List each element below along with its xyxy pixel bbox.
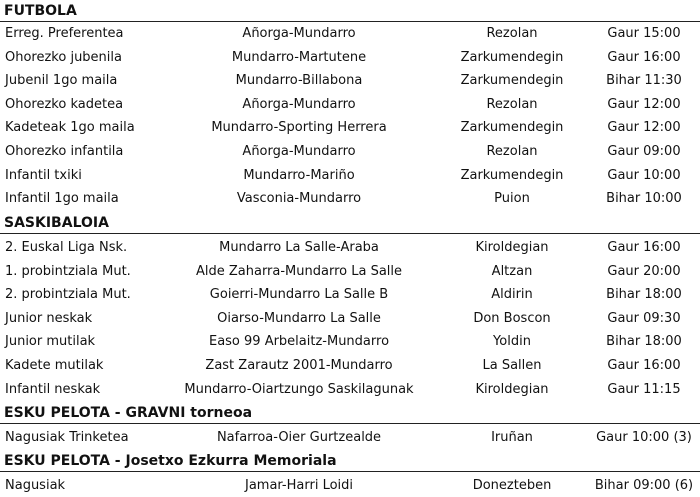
match-cell: Mundarro La Salle-Araba (219, 240, 379, 255)
time-cell: Gaur 20:00 (607, 263, 681, 279)
schedule-row (0, 307, 700, 330)
section-header (0, 0, 700, 22)
match-cell: Añorga-Mundarro (242, 144, 356, 159)
time-cell: Bihar 11:30 (606, 73, 682, 89)
category-cell: Infantil txiki (5, 167, 82, 183)
venue-cell: Yoldin (493, 334, 531, 350)
category-cell: Kadete mutilak (5, 358, 104, 373)
category-cell: Infantil neskak (5, 381, 101, 397)
section-title: SASKIBALOIA (4, 215, 109, 231)
category-cell: Junior mutilak (5, 334, 96, 350)
schedule-row (0, 46, 700, 69)
category-cell: Infantil 1go maila (5, 191, 119, 207)
venue-cell: Kiroldegian (475, 381, 549, 397)
time-cell: Gaur 09:00 (607, 144, 681, 159)
category-cell: Erreg. Preferentea (5, 26, 124, 41)
schedule-row (0, 354, 700, 377)
venue-cell: Rezolan (486, 26, 538, 41)
venue-cell: Zarkumendegin (460, 167, 564, 183)
section-header (0, 450, 700, 472)
venue-cell: Iruñan (491, 430, 533, 445)
schedule-row (0, 426, 700, 449)
match-cell: Vasconia-Mundarro (236, 191, 362, 207)
schedule-row (0, 69, 700, 92)
time-cell: Bihar 10:00 (606, 191, 682, 207)
venue-cell: Zarkumendegin (460, 73, 564, 89)
schedule-row (0, 22, 700, 45)
venue-cell: Aldirin (491, 287, 533, 303)
section-header (0, 212, 700, 234)
match-cell: Mundarro-Sporting Herrera (211, 120, 387, 136)
match-cell: Zast Zarautz 2001-Mundarro (205, 358, 393, 373)
category-cell: Junior neskak (5, 310, 93, 326)
match-cell: Mundarro-Oiartzungo Saskilagunak (184, 381, 414, 397)
time-cell: Gaur 12:00 (607, 120, 681, 136)
venue-cell: Kiroldegian (475, 240, 549, 255)
time-cell: Gaur 10:00 (607, 167, 681, 183)
time-cell: Gaur 15:00 (607, 26, 681, 41)
venue-cell: Donezteben (472, 478, 552, 493)
venue-cell: Rezolan (486, 96, 538, 112)
category-cell: 2. probintziala Mut. (5, 287, 131, 303)
match-cell: Nafarroa-Oier Gurtzealde (216, 430, 382, 445)
venue-cell: Puion (494, 191, 530, 207)
time-cell: Gaur 10:00 (3) (596, 430, 692, 445)
section-header (0, 402, 700, 424)
schedule-row (0, 164, 700, 187)
match-cell: Easo 99 Arbelaitz-Mundarro (208, 334, 390, 350)
category-cell: Kadeteak 1go maila (5, 120, 135, 136)
category-cell: 2. Euskal Liga Nsk. (5, 240, 128, 255)
time-cell: Gaur 12:00 (607, 96, 681, 112)
section-title: ESKU PELOTA - GRAVNI torneoa (4, 405, 253, 421)
venue-cell: Don Boscon (473, 310, 551, 326)
category-cell: Ohorezko jubenila (5, 49, 122, 65)
schedule-row (0, 93, 700, 116)
schedule-row (0, 236, 700, 259)
match-cell: Mundarro-Martutene (231, 49, 367, 65)
schedule-row (0, 283, 700, 306)
match-cell: Goierri-Mundarro La Salle B (209, 287, 389, 303)
time-cell: Gaur 16:00 (607, 49, 681, 65)
match-cell: Mundarro-Billabona (235, 73, 363, 89)
time-cell: Gaur 11:15 (607, 381, 681, 397)
venue-cell: La Sallen (482, 358, 542, 373)
category-cell: Jubenil 1go maila (5, 73, 118, 89)
category-cell: 1. probintziala Mut. (5, 263, 131, 279)
schedule-row (0, 140, 700, 163)
section-title: FUTBOLA (4, 3, 77, 19)
time-cell: Gaur 16:00 (607, 240, 681, 255)
category-cell: Ohorezko kadetea (5, 96, 124, 112)
time-cell: Bihar 18:00 (606, 334, 682, 350)
match-cell: Oiarso-Mundarro La Salle (217, 310, 381, 326)
venue-cell: Zarkumendegin (460, 120, 564, 136)
match-cell: Añorga-Mundarro (242, 26, 356, 41)
time-cell: Gaur 16:00 (607, 358, 681, 373)
schedule-row (0, 330, 700, 353)
schedule-row (0, 378, 700, 401)
match-cell: Mundarro-Mariño (243, 167, 355, 183)
venue-cell: Altzan (491, 263, 533, 279)
section-title: ESKU PELOTA - Josetxo Ezkurra Memoriala (4, 453, 337, 469)
schedule-row (0, 187, 700, 210)
match-cell: Jamar-Harri Loidi (244, 478, 354, 493)
match-cell: Alde Zaharra-Mundarro La Salle (195, 263, 403, 279)
category-cell: Nagusiak Trinketea (5, 430, 129, 445)
time-cell: Bihar 18:00 (606, 287, 682, 303)
category-cell: Nagusiak (5, 478, 66, 493)
schedule-row (0, 260, 700, 283)
schedule-row (0, 474, 700, 497)
schedule-row (0, 116, 700, 139)
venue-cell: Rezolan (486, 144, 538, 159)
category-cell: Ohorezko infantila (5, 144, 124, 159)
match-cell: Añorga-Mundarro (242, 96, 356, 112)
venue-cell: Zarkumendegin (460, 49, 564, 65)
time-cell: Gaur 09:30 (607, 310, 681, 326)
time-cell: Bihar 09:00 (6) (594, 478, 694, 493)
